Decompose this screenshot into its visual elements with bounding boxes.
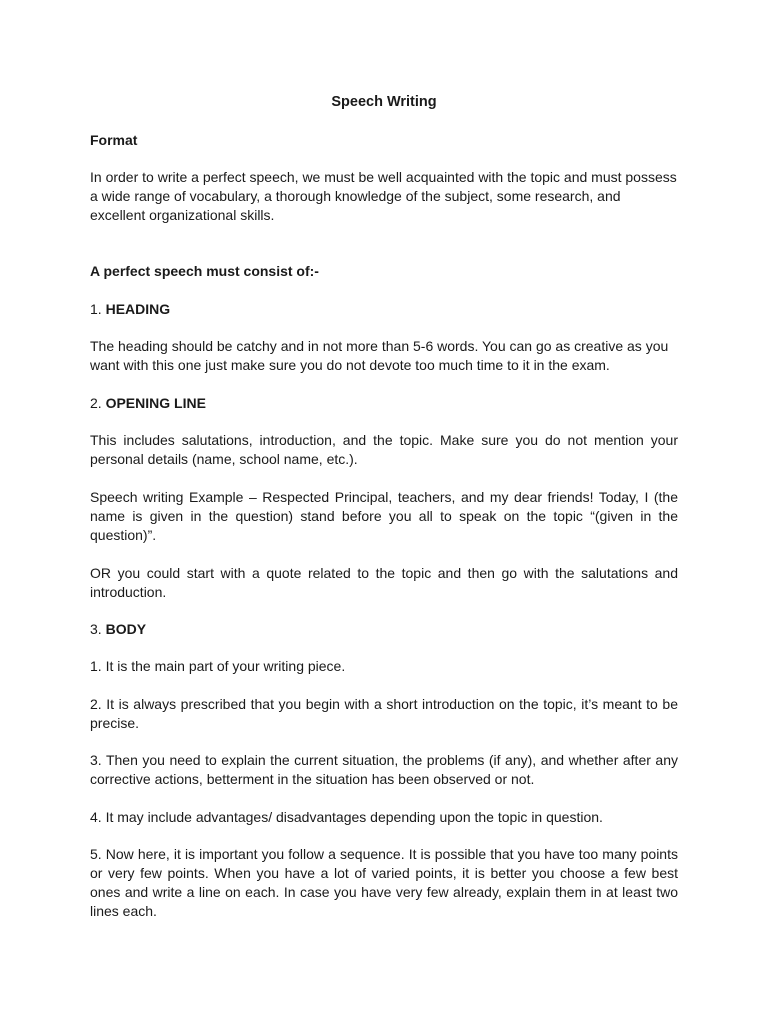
page-title: Speech Writing [331, 94, 437, 110]
section-title: OPENING LINE [105, 395, 206, 411]
section-heading-title [90, 300, 678, 319]
document-page [90, 0, 678, 1024]
body-point: 2. It is always prescribed that you begin with a short introduction on the topic, it’s meant to be precise. [90, 696, 678, 731]
section-number: 3. [90, 621, 106, 637]
section-body-title [90, 620, 678, 639]
body-point: 3. Then you need to explain the current situation, the problems (if any), and whether after any corrective actions, betterment in the situation has been observed or not. [90, 752, 678, 787]
opening-description: This includes salutations, introduction, and the topic. Make sure you do not mention your personal details (name, school name, etc.). [90, 432, 678, 467]
heading-description: The heading should be catchy and in not more than 5-6 words. You can go as creative as you want with this one just make sure you do not devote too much time to it in the exam. [90, 338, 669, 373]
body-point: 1. It is the main part of your writing piece. [90, 658, 346, 674]
body-point: 4. It may include advantages/ disadvantages depending upon the topic in question. [90, 809, 603, 825]
consist-heading: A perfect speech must consist of:- [90, 263, 319, 279]
section-opening-title [90, 394, 678, 413]
section-title: BODY [105, 621, 147, 637]
body-point: 5. Now here, it is important you follow a sequence. It is possible that you have too many points or very few points. When you have a lot of varied points, it is better you choose a few best ones and write a line on each. In case you have very few already, explain them in at least two lines each. [90, 846, 678, 919]
section-number: 2. [90, 395, 106, 411]
opening-example: Speech writing Example – Respected Principal, teachers, and my dear friends! Today, I (the name is given in the question) stand before you all to speak on the topic “(given in the question)”. [90, 489, 678, 543]
format-heading: Format [90, 132, 138, 148]
intro-paragraph: In order to write a perfect speech, we must be well acquainted with the topic and must possess a wide range of vocabulary, a thorough knowledge of the subject, some research, and excellent organizational skills. [90, 169, 677, 223]
section-number: 1. [90, 301, 106, 317]
opening-alternative: OR you could start with a quote related to the topic and then go with the salutations and introduction. [90, 565, 678, 600]
section-title: HEADING [105, 301, 171, 317]
